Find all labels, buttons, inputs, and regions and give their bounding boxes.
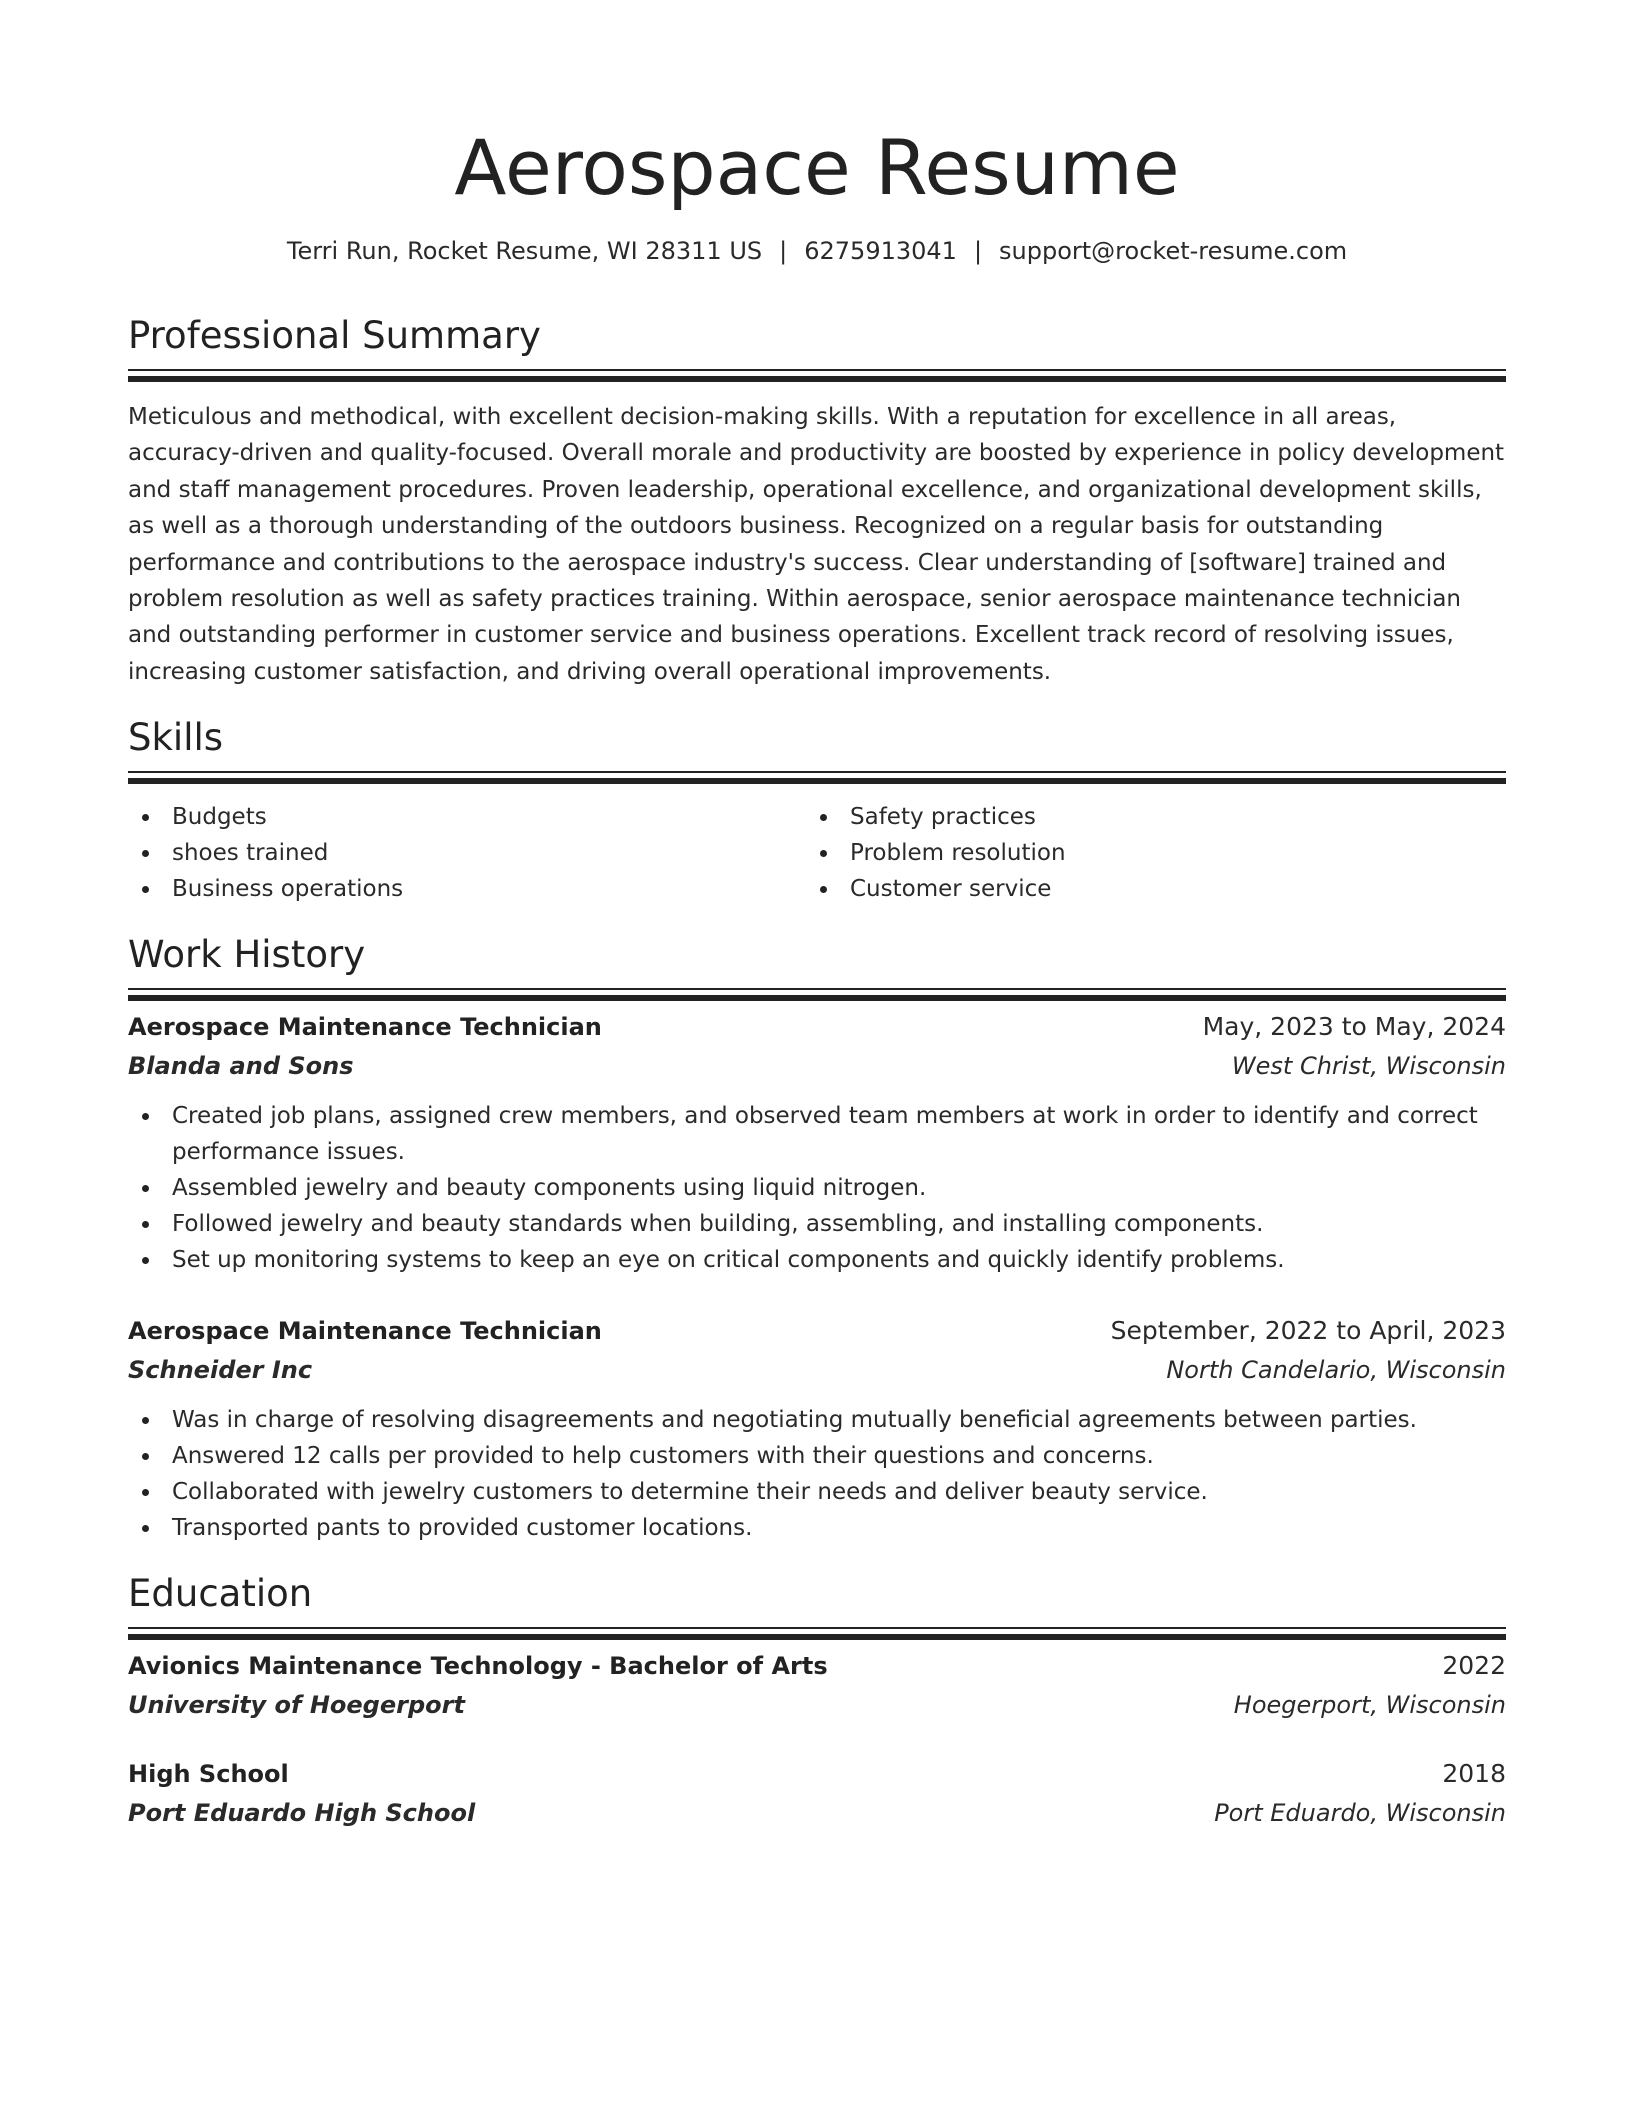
section-title-summary: Professional Summary [128, 314, 541, 357]
contact-address: Terri Run, Rocket Resume, WI 28311 US [286, 237, 763, 265]
job-bullet: Answered 12 calls per provided to help customers with their questions and concerns. [128, 1438, 1506, 1474]
job-location: West Christ, Wisconsin [1231, 1052, 1506, 1081]
education-header [128, 1647, 1506, 1685]
job-header [128, 1008, 1506, 1046]
job-bullet: Created job plans, assigned crew members, and observed team members at work in order to identify and correct performance issues. [128, 1098, 1506, 1170]
education-entry [128, 1647, 1506, 1725]
skills-section [128, 714, 1506, 907]
education-degree: High School [128, 1760, 289, 1789]
skill-item: Problem resolution [806, 835, 1484, 871]
job-bullet: Collaborated with jewelry customers to determine their needs and deliver beauty service. [128, 1474, 1506, 1510]
education-year: 2022 [1442, 1651, 1506, 1681]
work-history-section [128, 931, 1506, 1546]
summary-section [128, 312, 1506, 690]
job-title: Aerospace Maintenance Technician [128, 1013, 602, 1042]
job-header [128, 1312, 1506, 1350]
resume-title: Aerospace Resume [454, 123, 1180, 212]
skills-grid [128, 799, 1506, 907]
skills-column-right [806, 799, 1484, 907]
job-title: Aerospace Maintenance Technician [128, 1317, 602, 1346]
section-divider [128, 988, 1506, 990]
section-title-work-history: Work History [128, 933, 366, 977]
contact-separator: | [973, 237, 983, 265]
education-location: Port Eduardo, Wisconsin [1214, 1799, 1506, 1828]
contact-email: support@rocket-resume.com [999, 237, 1348, 265]
education-section [128, 1570, 1506, 1833]
skill-item: shoes trained [128, 835, 806, 871]
education-degree: Avionics Maintenance Technology - Bachelor of Arts [128, 1652, 828, 1681]
job-bullet: Assembled jewelry and beauty components using liquid nitrogen. [128, 1170, 1506, 1206]
section-divider [128, 1627, 1506, 1629]
education-year: 2018 [1442, 1759, 1506, 1789]
job-bullet: Set up monitoring systems to keep an eye on critical components and quickly identify problems. [128, 1242, 1506, 1278]
section-title-education: Education [128, 1572, 313, 1616]
section-title-skills: Skills [128, 716, 224, 760]
skills-column-left [128, 799, 806, 907]
section-divider [128, 771, 1506, 773]
contact-phone: 6275913041 [804, 237, 957, 265]
education-header [128, 1755, 1506, 1793]
education-location: Hoegerport, Wisconsin [1233, 1691, 1506, 1720]
education-subheader [128, 1685, 1506, 1725]
job-company: Schneider Inc [128, 1356, 313, 1385]
education-school: Port Eduardo High School [128, 1799, 476, 1828]
job-bullets [128, 1098, 1506, 1278]
skill-item: Customer service [806, 871, 1484, 907]
contact-separator: | [779, 237, 788, 265]
section-divider [128, 369, 1506, 371]
job-bullet: Followed jewelry and beauty standards when building, assembling, and installing components. [128, 1206, 1506, 1242]
contact-line [128, 234, 1506, 268]
education-school: University of Hoegerport [128, 1691, 465, 1720]
job-location: North Candelario, Wisconsin [1166, 1356, 1506, 1385]
education-subheader [128, 1793, 1506, 1833]
job-dates: September, 2022 to April, 2023 [1110, 1316, 1506, 1346]
job-dates: May, 2023 to May, 2024 [1202, 1012, 1506, 1042]
job-bullet: Transported pants to provided customer locations. [128, 1510, 1506, 1546]
job-entry [128, 1008, 1506, 1278]
job-entry [128, 1312, 1506, 1546]
resume-page [128, 120, 1506, 1833]
skill-item: Budgets [128, 799, 806, 835]
job-company: Blanda and Sons [128, 1052, 354, 1081]
skill-item: Business operations [128, 871, 806, 907]
job-subheader [128, 1046, 1506, 1086]
education-entry [128, 1755, 1506, 1833]
summary-text: Meticulous and methodical, with excellent decision-making skills. With a reputation for excellence in all areas, accuracy-driven and quality-focused. Overall morale and productivity are boosted by experience in policy development and staff management procedures. Proven leadership, operational excellence, and organizational development skills, as well as a thorough understanding of the outdoors business. Recognized on a regular basis for outstanding performance and contributions to the aerospace industry's success. Clear understanding of [software] trained and problem resolution as well as safety practices training. Within aerospace, senior aerospace maintenance technician and outstanding performer in customer service and business operations. Excellent track record of resolving issues, increasing customer satisfaction, and driving overall operational improvements. [128, 404, 1505, 685]
job-bullets [128, 1402, 1506, 1546]
skill-item: Safety practices [806, 799, 1484, 835]
job-subheader [128, 1350, 1506, 1390]
job-bullet: Was in charge of resolving disagreements and negotiating mutually beneficial agreements between parties. [128, 1402, 1506, 1438]
